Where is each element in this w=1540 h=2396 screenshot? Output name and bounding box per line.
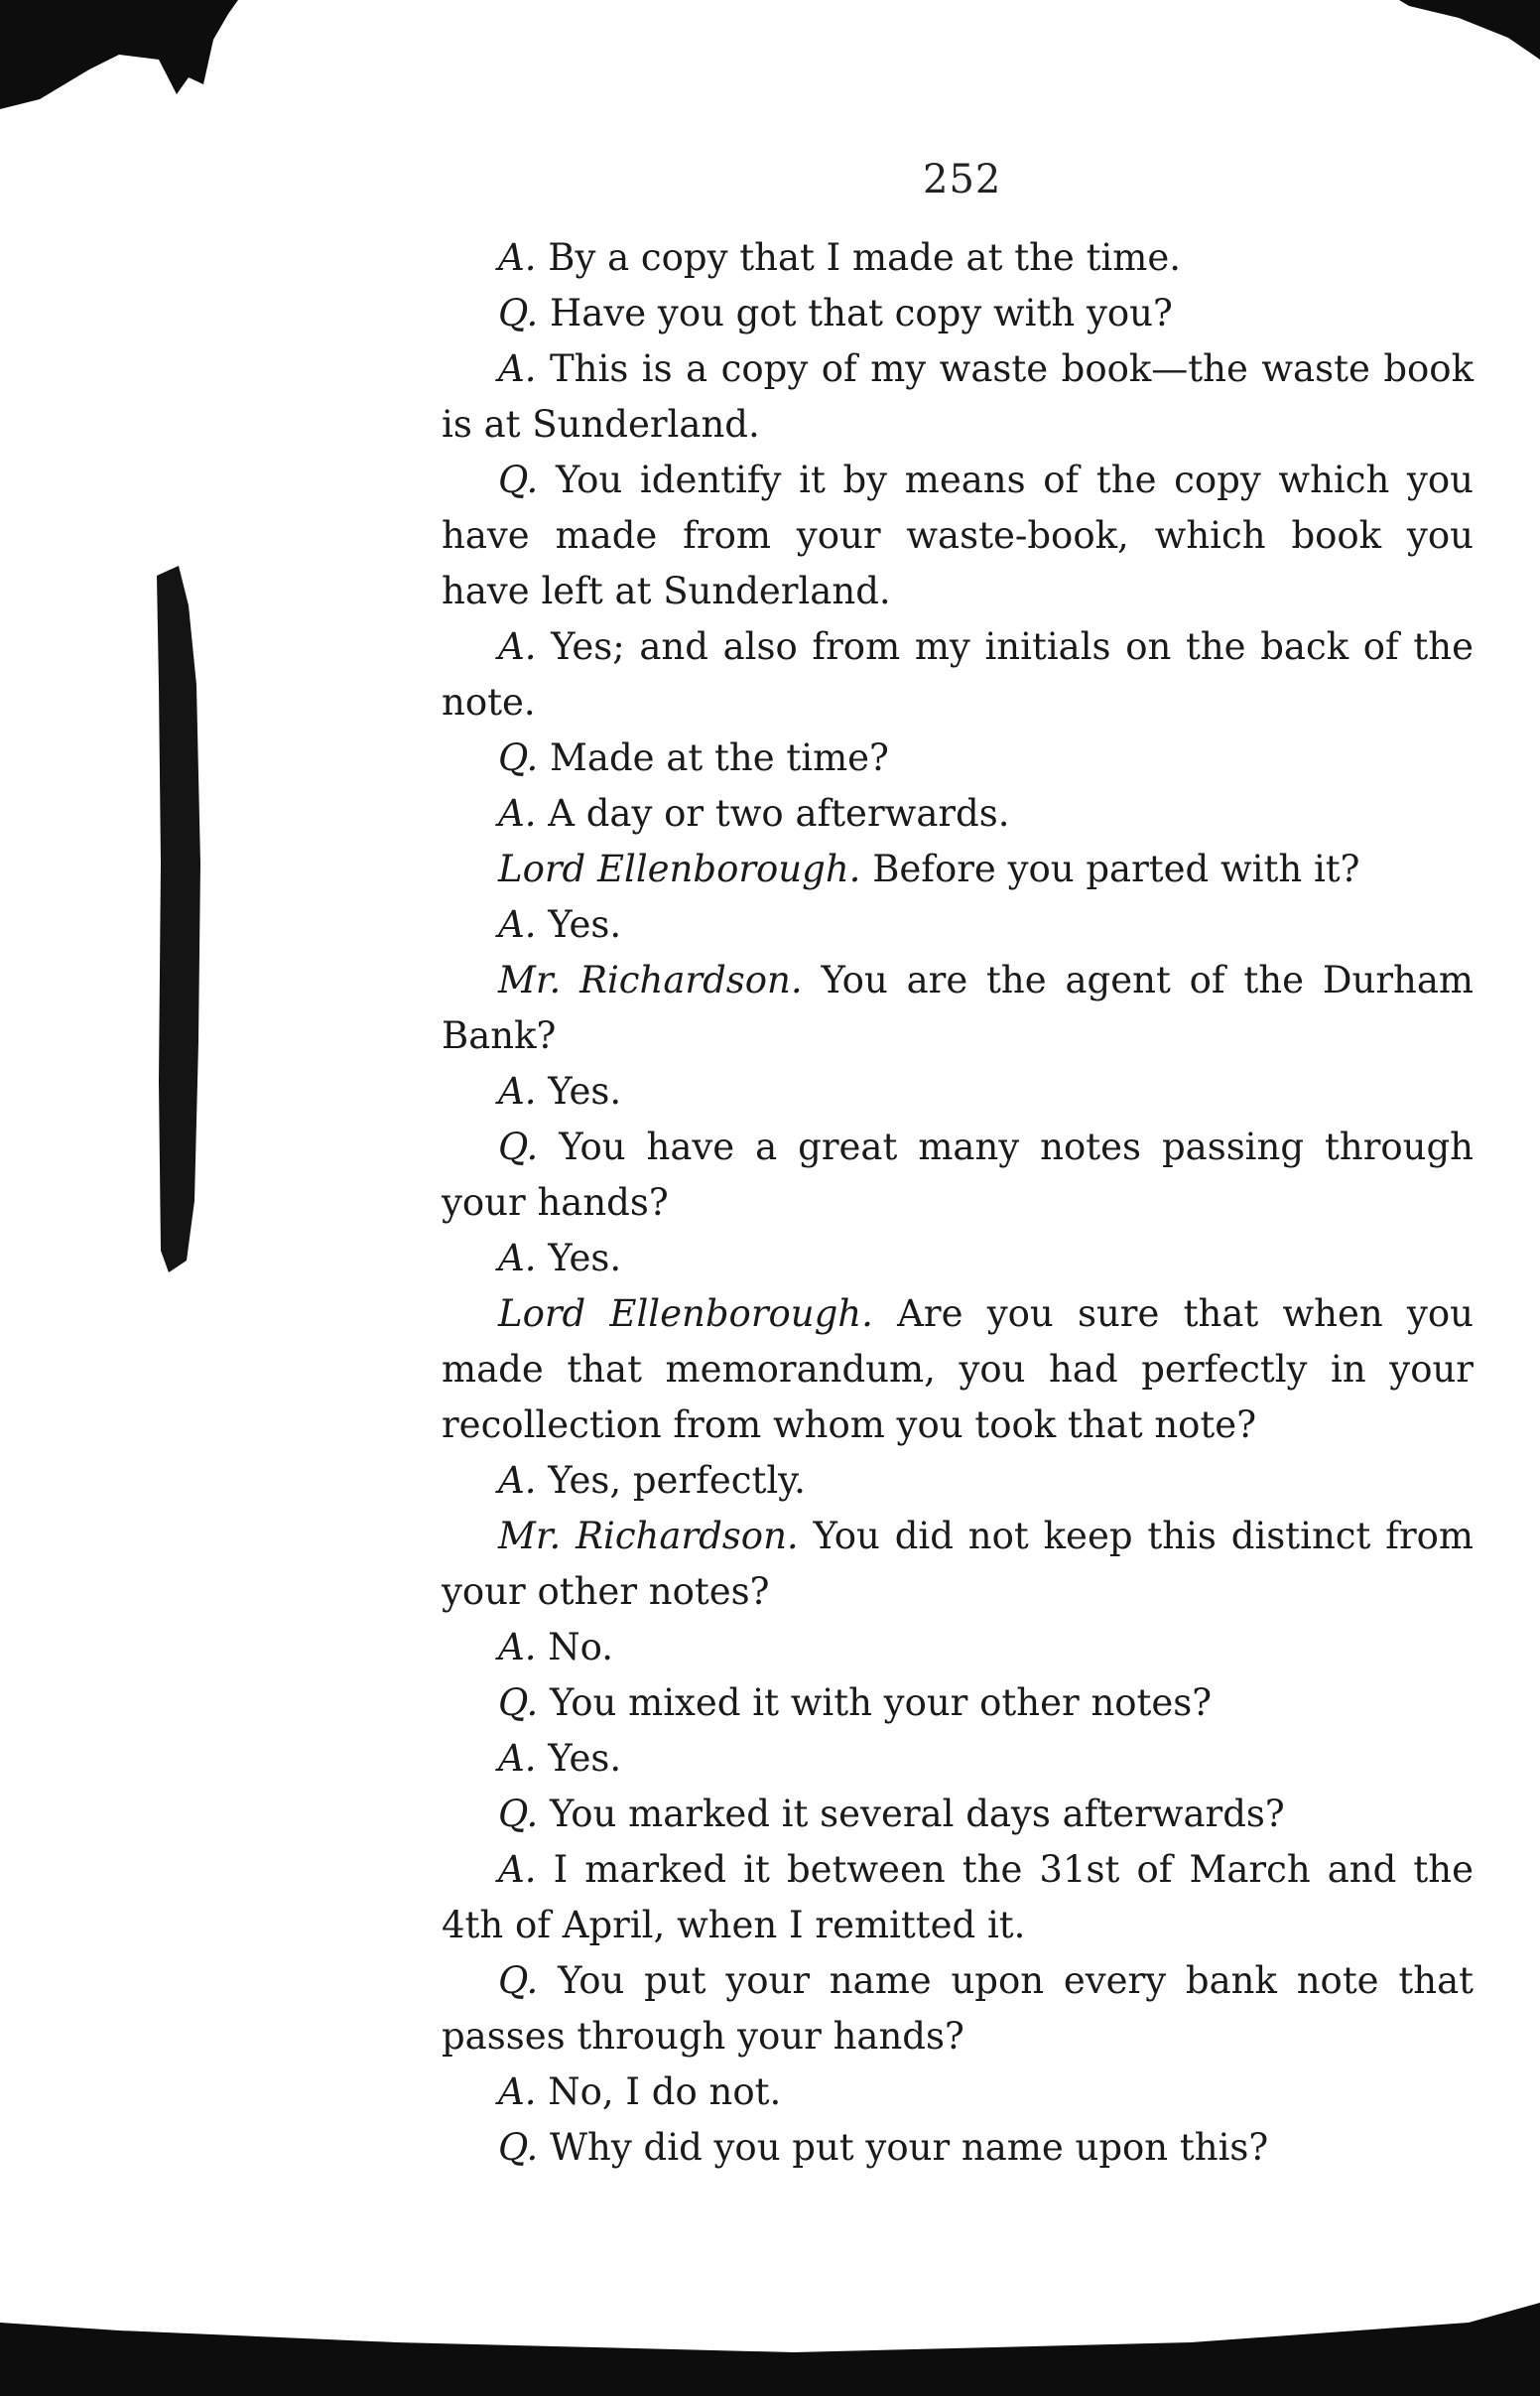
paragraph-text: You have a great many notes passing through your hands?: [442, 1126, 1474, 1224]
paragraph-text: Why did you put your name upon this?: [550, 2126, 1269, 2169]
paragraph-1: [442, 230, 1474, 286]
paragraph-text: Before you parted with it?: [872, 848, 1360, 890]
speaker-label: A.: [498, 1070, 537, 1113]
paragraph-text: You identify it by means of the copy which you have made from your waste-book, which book you have left at Sunderland.: [442, 459, 1474, 612]
paragraph-2: [442, 286, 1474, 341]
paragraph-text: Yes, perfectly.: [548, 1459, 806, 1502]
paragraph-19: [442, 1731, 1474, 1787]
speaker-label: Mr. Richardson.: [498, 1515, 799, 1557]
paragraph-text: Have you got that copy with you?: [550, 292, 1173, 334]
paragraph-text: You marked it several days afterwards?: [550, 1793, 1285, 1835]
speaker-label: Q.: [498, 459, 539, 501]
paragraph-3: [442, 341, 1474, 453]
speaker-label: A.: [498, 1626, 537, 1668]
paragraph-22: [442, 1953, 1474, 2064]
paragraph-5: [442, 619, 1474, 731]
speaker-label: A.: [498, 903, 537, 946]
paragraph-24: [442, 2120, 1474, 2176]
paragraph-7: [442, 786, 1474, 842]
paragraph-8: [442, 842, 1474, 897]
paragraph-14: [442, 1286, 1474, 1453]
paragraph-text: Yes; and also from my initials on the back of the note.: [442, 625, 1474, 724]
speaker-label: A.: [498, 236, 537, 279]
speaker-label: Q.: [498, 736, 539, 779]
speaker-label: Q.: [498, 1959, 539, 2002]
speaker-label: A.: [498, 347, 537, 390]
speaker-label: A.: [498, 1737, 537, 1780]
paragraph-text: You did not keep this distinct from your other notes?: [442, 1515, 1475, 1613]
speaker-label: A.: [498, 1459, 537, 1502]
paragraph-21: [442, 1842, 1474, 1953]
paragraph-11: [442, 1064, 1474, 1120]
speaker-label: Q.: [498, 1793, 539, 1835]
paragraph-12: [442, 1120, 1474, 1231]
paragraph-text: Made at the time?: [550, 736, 889, 779]
paragraph-9: [442, 897, 1474, 953]
speaker-label: A.: [498, 2070, 537, 2113]
scan-shadow-top-right: [1379, 0, 1540, 79]
speaker-label: Q.: [498, 1126, 539, 1168]
page-number: 252: [923, 157, 1002, 202]
scan-shadow-top-left: [0, 0, 258, 119]
paragraph-text: Yes.: [548, 903, 622, 946]
paragraph-text: I marked it between the 31st of March and the 4th of April, when I remitted it.: [442, 1848, 1474, 1946]
paragraph-6: [442, 731, 1474, 786]
paragraph-23: [442, 2064, 1474, 2120]
scan-shadow-bottom: [0, 2303, 1540, 2396]
speaker-label: A.: [498, 1237, 537, 1279]
speaker-label: Q.: [498, 2126, 539, 2169]
paragraph-text: This is a copy of my waste book—the waste book is at Sunderland.: [442, 347, 1475, 446]
paragraph-18: [442, 1675, 1474, 1731]
speaker-label: A.: [498, 792, 537, 835]
scan-binding-edge: [149, 566, 218, 1280]
speaker-label: Mr. Richardson.: [498, 959, 803, 1001]
paragraph-15: [442, 1453, 1474, 1509]
paragraph-text: You put your name upon every bank note that passes through your hands?: [442, 1959, 1474, 2058]
speaker-label: Q.: [498, 1681, 539, 1724]
paragraph-text: You mixed it with your other notes?: [550, 1681, 1213, 1724]
speaker-label: Lord Ellenborough.: [498, 1292, 873, 1335]
paragraph-text: Are you sure that when you made that memorandum, you had perfectly in your recollection from whom you took that note?: [442, 1292, 1474, 1446]
paragraph-20: [442, 1787, 1474, 1842]
speaker-label: A.: [498, 625, 537, 668]
speaker-label: Lord Ellenborough.: [498, 848, 861, 890]
paragraph-text: Yes.: [548, 1070, 622, 1113]
paragraph-17: [442, 1620, 1474, 1675]
paragraph-text: Yes.: [548, 1237, 622, 1279]
speaker-label: Q.: [498, 292, 539, 334]
paragraph-10: [442, 953, 1474, 1064]
paragraph-4: [442, 453, 1474, 619]
paragraph-text: A day or two afterwards.: [548, 792, 1010, 835]
paragraph-text: Yes.: [548, 1737, 622, 1780]
paragraph-text: No.: [548, 1626, 614, 1668]
paragraph-text: No, I do not.: [548, 2070, 782, 2113]
paragraph-16: [442, 1509, 1474, 1620]
paragraph-text: By a copy that I made at the time.: [548, 236, 1182, 279]
paragraph-13: [442, 1231, 1474, 1286]
speaker-label: A.: [498, 1848, 537, 1891]
paragraph-text: You are the agent of the Durham Bank?: [442, 959, 1474, 1057]
text-block: [442, 230, 1474, 2176]
